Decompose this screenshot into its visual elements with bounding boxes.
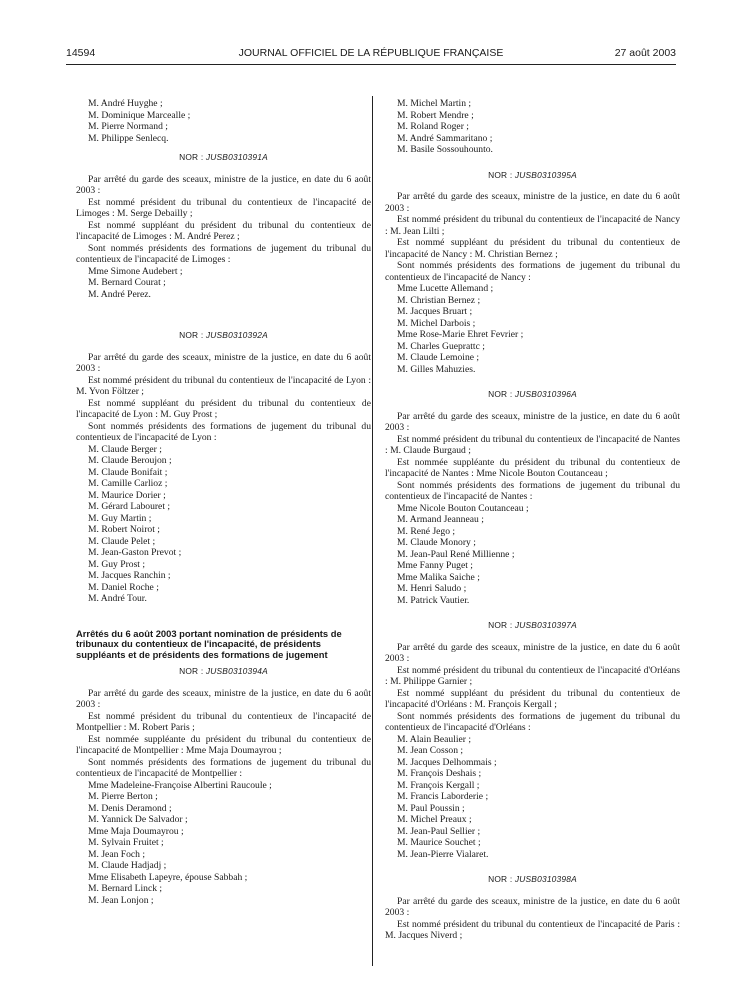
name-list: [76, 266, 371, 301]
name-list: [76, 444, 371, 605]
appointee-name: M. Gérard Labouret ;: [88, 501, 171, 512]
decree-paragraph: Est nommé président du tribunal du contentieux de l'incapacité de Nantes : M. Claude Burgaud ;: [385, 433, 680, 456]
appointee-name: Mme Madeleine-Françoise Albertini Raucoule ;: [88, 779, 272, 791]
nor-code: JUSB0310397A: [514, 620, 577, 630]
nor-label: NOR :: [488, 874, 513, 884]
decree-paragraph: Sont nommés présidents des formations de jugement du tribunal du contentieux de l'incapacité de Nancy :: [385, 260, 680, 283]
appointee-name: M. Jacques Ranchin ;: [88, 570, 171, 581]
decree-paragraph: Sont nommés présidents des formations de jugement du tribunal du contentieux de l'incapacité de Montpellier :: [76, 756, 371, 780]
decree-paragraph: Sont nommés présidents des formations de jugement du tribunal du contentieux de l'incapacité de Nantes :: [385, 479, 680, 502]
decree-paragraph: Est nommé président du tribunal du contentieux de l'incapacité de Montpellier : M. Robert Paris ;: [76, 710, 371, 734]
name-list: [76, 98, 371, 144]
appointee-name: M. Jacques Delhommais ;: [397, 756, 497, 768]
appointee-name: M. Jean Lonjon ;: [88, 894, 154, 906]
appointee-name: M. Jean-Gaston Prevot ;: [88, 547, 182, 558]
appointee-name: M. Michel Martin ;: [397, 98, 472, 109]
appointee-name: M. Jean Cosson ;: [397, 745, 464, 756]
appointee-name: M. Robert Mendre ;: [397, 109, 474, 121]
left-column: [76, 98, 371, 906]
decree-paragraph: Est nommé suppléant du président du tribunal du contentieux de l'incapacité de Nancy : M. Christian Bernez ;: [385, 237, 680, 260]
decree-paragraph: Par arrêté du garde des sceaux, ministre de la justice, en date du 6 août 2003 :: [76, 351, 371, 374]
appointee-name: M. Claude Pelet ;: [88, 535, 156, 547]
decree-paragraph: Est nommé président du tribunal du contentieux de l'incapacité de Nancy : M. Jean Lilti ;: [385, 214, 680, 237]
nor-reference: [76, 330, 371, 342]
appointee-name: Mme Rose-Marie Ehret Fevrier ;: [397, 329, 524, 340]
appointee-name: M. Claude Beroujon ;: [88, 455, 172, 466]
nor-code: JUSB0310395A: [514, 169, 577, 180]
nor-label: NOR :: [488, 620, 513, 630]
appointee-name: M. Gilles Mahuzies.: [397, 363, 476, 375]
appointee-name: M. Bernard Courat ;: [88, 277, 166, 288]
appointee-name: M. Henri Saludo ;: [397, 583, 467, 594]
decree-paragraph: Est nommé suppléant du président du tribunal du contentieux de l'incapacité d'Orléans : M. François Kergall ;: [385, 687, 680, 710]
decree-paragraph: Sont nommés présidents des formations de jugement du tribunal du contentieux de l'incapacité de Lyon :: [76, 420, 371, 443]
nor-code: JUSB0310394A: [205, 666, 268, 677]
section-heading: Arrêtés du 6 août 2003 portant nomination de présidents de tribunaux du contentieux de l'incapacité, de présidents suppléants et de présidents des formations de jugement: [76, 627, 342, 660]
appointee-name: M. François Deshais ;: [397, 768, 482, 779]
name-list: [385, 283, 680, 375]
appointee-name: M. Pierre Berton ;: [88, 791, 158, 803]
nor-code: JUSB0310398A: [514, 874, 577, 884]
appointee-name: M. Dominique Marcealle ;: [88, 109, 191, 121]
appointee-name: M. Claude Berger ;: [88, 443, 162, 455]
decree-paragraph: Est nommée suppléante du président du tribunal du contentieux de l'incapacité de Nantes : Mme Nicole Bouton Coutanceau ;: [385, 456, 680, 479]
appointee-name: M. Armand Jeanneau ;: [397, 514, 484, 525]
appointee-name: M. Jean-Paul Sellier ;: [397, 825, 481, 837]
appointee-name: M. Guy Prost ;: [88, 558, 146, 570]
appointee-name: M. Jean Foch ;: [88, 848, 146, 860]
appointee-name: M. Michel Darbois ;: [397, 317, 476, 329]
right-column: [385, 98, 680, 942]
decree-paragraph: Est nommé suppléant du président du tribunal du contentieux de l'incapacité de Limoges : M. André Perez ;: [76, 219, 371, 242]
nor-label: NOR :: [179, 152, 204, 162]
nor-reference: [76, 152, 371, 164]
appointee-name: M. Bernard Linck ;: [88, 883, 163, 895]
appointee-name: Mme Fanny Puget ;: [397, 560, 473, 571]
name-list: [385, 98, 680, 156]
appointee-name: M. Denis Deramond ;: [88, 802, 172, 814]
appointee-name: Mme Elisabeth Lapeyre, épouse Sabbah ;: [88, 871, 248, 883]
decree-paragraph: Par arrêté du garde des sceaux, ministre de la justice, en date du 6 août 2003 :: [76, 687, 371, 711]
appointee-name: M. Yannick De Salvador ;: [88, 814, 188, 826]
column-divider: [372, 96, 373, 966]
appointee-name: Mme Malika Saiche ;: [397, 571, 480, 583]
appointee-name: M. Maurice Souchet ;: [397, 837, 481, 848]
appointee-name: M. Jean-Paul René Millienne ;: [397, 548, 515, 560]
appointee-name: M. Paul Poussin ;: [397, 802, 465, 814]
appointee-name: M. René Jego ;: [397, 525, 456, 537]
nor-reference: [385, 389, 680, 401]
decree-paragraph: Est nommée suppléante du président du tribunal du contentieux de l'incapacité de Montpellier : Mme Maja Doumayrou ;: [76, 733, 371, 757]
nor-reference: [385, 874, 680, 886]
appointee-name: M. Claude Hadjadj ;: [88, 860, 167, 872]
appointee-name: M. André Huyghe ;: [88, 98, 163, 109]
decree-paragraph: Est nommé président du tribunal du contentieux de l'incapacité de Paris : M. Jacques Niverd ;: [385, 918, 680, 941]
nor-label: NOR :: [179, 666, 204, 677]
appointee-name: M. Daniel Roche ;: [88, 581, 159, 593]
journal-title: JOURNAL OFFICIEL DE LA RÉPUBLIQUE FRANÇAISE: [238, 47, 504, 59]
appointee-name: M. Jacques Bruart ;: [397, 306, 473, 317]
appointee-name: M. Christian Bernez ;: [397, 294, 481, 306]
nor-label: NOR :: [179, 330, 204, 340]
appointee-name: M. Basile Sossouhounto.: [397, 144, 493, 155]
decree-paragraph: Est nommé suppléant du président du tribunal du contentieux de l'incapacité de Lyon : M. Guy Prost ;: [76, 397, 371, 420]
decree-paragraph: Par arrêté du garde des sceaux, ministre de la justice, en date du 6 août 2003 :: [76, 173, 371, 196]
appointee-name: M. Alain Beaulier ;: [397, 733, 472, 745]
appointee-name: M. André Sammaritano ;: [397, 132, 493, 144]
issue-date: 27 août 2003: [614, 47, 676, 59]
appointee-name: M. Claude Monory ;: [397, 537, 476, 548]
decree-paragraph: Sont nommés présidents des formations de jugement du tribunal du contentieux de l'incapacité de Limoges :: [76, 242, 371, 265]
appointee-name: Mme Simone Audebert ;: [88, 265, 183, 277]
nor-reference: [385, 620, 680, 632]
appointee-name: M. André Perez.: [88, 288, 151, 300]
name-list: [76, 780, 371, 907]
appointee-name: M. Sylvain Fruitet ;: [88, 837, 164, 849]
nor-code: JUSB0310392A: [205, 330, 268, 340]
appointee-name: M. Jean-Pierre Vialaret.: [397, 848, 489, 860]
nor-label: NOR :: [488, 169, 513, 180]
appointee-name: M. Michel Preaux ;: [397, 814, 472, 825]
name-list: [385, 734, 680, 861]
page-number: 14594: [66, 47, 96, 59]
decree-paragraph: Sont nommés présidents des formations de jugement du tribunal du contentieux de l'incapacité d'Orléans :: [385, 710, 680, 733]
appointee-name: M. André Tour.: [88, 593, 147, 604]
appointee-name: M. Camille Carlioz ;: [88, 478, 168, 489]
header-rule: [66, 64, 676, 65]
decree-paragraph: Est nommé président du tribunal du contentieux de l'incapacité d'Orléans : M. Philippe Garnier ;: [385, 664, 680, 687]
decree-paragraph: Est nommé président du tribunal du contentieux de l'incapacité de Lyon : M. Yvon Föltzer ;: [76, 374, 371, 397]
appointee-name: Mme Lucette Allemand ;: [397, 283, 494, 294]
appointee-name: M. Francis Laborderie ;: [397, 791, 489, 802]
appointee-name: Mme Maja Doumayrou ;: [88, 825, 184, 837]
decree-paragraph: Par arrêté du garde des sceaux, ministre de la justice, en date du 6 août 2003 :: [385, 410, 680, 433]
nor-label: NOR :: [488, 389, 513, 399]
page-header: [66, 47, 676, 63]
appointee-name: Mme Nicole Bouton Coutanceau ;: [397, 502, 529, 514]
appointee-name: M. Roland Roger ;: [397, 121, 469, 132]
appointee-name: M. Charles Gueprattc ;: [397, 340, 485, 352]
appointee-name: M. Claude Bonifait ;: [88, 466, 168, 478]
appointee-name: M. Patrick Vautier.: [397, 594, 470, 606]
decree-paragraph: Par arrêté du garde des sceaux, ministre de la justice, en date du 6 août 2003 :: [385, 895, 680, 918]
name-list: [385, 503, 680, 607]
nor-code: JUSB0310396A: [514, 389, 577, 399]
appointee-name: M. François Kergall ;: [397, 779, 480, 791]
decree-paragraph: Est nommé président du tribunal du contentieux de l'incapacité de Limoges : M. Serge Debailly ;: [76, 196, 371, 219]
appointee-name: M. Maurice Dorier ;: [88, 489, 166, 501]
decree-paragraph: Par arrêté du garde des sceaux, ministre de la justice, en date du 6 août 2003 :: [385, 641, 680, 664]
nor-reference: [76, 666, 371, 678]
decree-paragraph: Par arrêté du garde des sceaux, ministre de la justice, en date du 6 août 2003 :: [385, 191, 680, 214]
appointee-name: M. Claude Lemoine ;: [397, 352, 480, 363]
appointee-name: M. Philippe Senlecq.: [88, 132, 169, 144]
appointee-name: M. Robert Noirot ;: [88, 524, 160, 535]
nor-code: JUSB0310391A: [205, 152, 268, 162]
nor-reference: [385, 170, 680, 182]
appointee-name: M. Guy Martin ;: [88, 512, 152, 524]
appointee-name: M. Pierre Normand ;: [88, 121, 168, 132]
